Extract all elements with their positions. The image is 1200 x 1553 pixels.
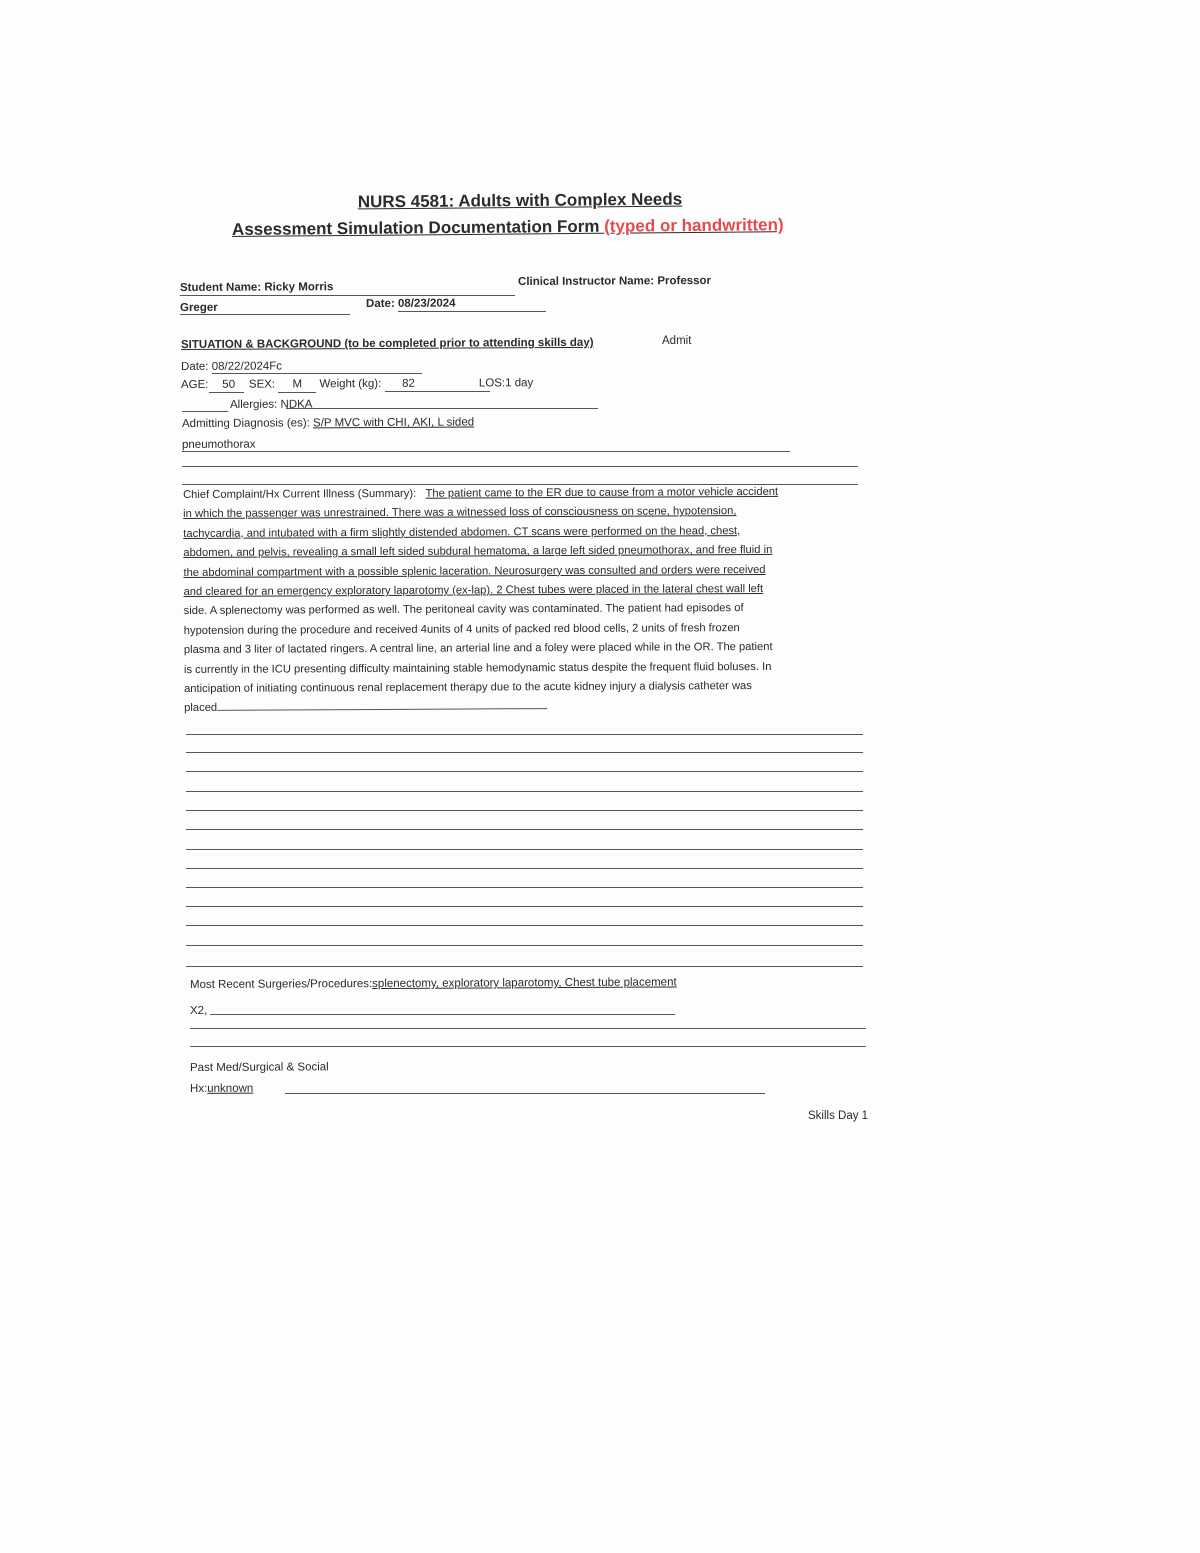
surgeries-label: Most Recent Surgeries/Procedures: [189,978,373,991]
form-title-text: Assessment Simulation Documentation Form [231,216,600,239]
sex-line [278,392,316,393]
admitting-dx-value-cont: pneumothorax [181,438,256,451]
admit-label: Admit [662,335,692,347]
placed-line [217,699,547,712]
surgeries-line-1 [210,1014,675,1015]
blank-line [186,752,863,753]
allergies-field [230,398,313,412]
admitting-dx-value: S/P MVC with CHI, AKI, L sided [312,416,475,430]
blank-line [186,849,863,850]
situation-heading: SITUATION & BACKGROUND (to be completed prior to attending skills day) [180,336,594,351]
sex-value: M [292,378,303,391]
form-date-value: 08/23/2024 [397,297,456,310]
admitting-dx-label: Admitting Diagnosis (es): [181,417,310,430]
blank-line [186,810,863,811]
allergies-value: NDKA [280,398,313,411]
chief-complaint-line-3: abdomen, and pelvis, revealing a small left sided subdural hematoma, a large left sided pneumothorax, and free fluid in [183,544,773,560]
surgeries-line-2 [190,1028,866,1029]
form-date-field [366,297,456,311]
chief-complaint-label: Chief Complaint/Hx Current Illness (Summary): [183,487,417,501]
blank-line [186,945,863,946]
los-value: 1 day [505,377,534,390]
past-history-line [285,1093,765,1094]
chief-complaint-line-10: anticipation of initiating continuous renal replacement therapy due to the acute kidney injury a dialysis catheter was [184,680,752,696]
allergies-label: Allergies: [229,398,278,411]
past-history-label-2: Hx: [189,1082,208,1095]
surgeries-field [190,975,677,992]
admitting-dx-line-1 [182,451,790,452]
vitals-row [181,376,533,392]
past-history-label: Past Med/Surgical & Social [189,1061,329,1074]
chief-complaint-line-2: tachycardia, and intubated with a firm slightly distended abdomen. CT scans were performed on the head, chest, [183,524,741,540]
instructor-label: Clinical Instructor Name: [517,275,655,288]
instructor-field [518,274,711,289]
los-label: LOS: [478,377,506,390]
chief-complaint-line-9: is currently in the ICU presenting difficulty maintaining stable hemodynamic status despite the frequent fluid boluses. In [183,660,772,676]
surgeries-line-3 [190,1046,866,1047]
admit-date-label: Date: [180,360,209,373]
admitting-dx-field [182,415,474,431]
instructor-value: Professor [657,274,712,288]
student-name-field [180,280,333,295]
blank-line [186,966,863,967]
chief-complaint-line-6: side. A splenectomy was performed as well. The peritoneal cavity was contaminated. The patient had episodes of [183,602,744,618]
chief-complaint-line-0 [183,482,863,505]
course-title: NURS 4581: Adults with Complex Needs [357,189,683,212]
form-title-note: (typed or handwritten) [604,215,784,236]
age-line [209,392,244,393]
chief-complaint-text-line: The patient came to the ER due to cause from a motor vehicle accident [425,485,779,500]
blank-line [186,771,863,772]
admit-date-value: 08/22/2024Fc [211,360,283,373]
chief-complaint-last-word: placed [184,702,218,715]
student-name-line [180,295,515,296]
blank-line [186,868,863,869]
allergies-line [286,408,598,409]
chief-complaint-line-7: hypotension during the procedure and received 4units of 4 units of packed red blood cells, 2 units of fresh frozen [183,621,740,637]
form-date-line [398,311,546,312]
allergies-pre-line [182,411,228,412]
past-history-value: unknown [207,1082,254,1095]
chief-complaint-line-5: and cleared for an emergency exploratory laparotomy (ex-lap). 2 Chest tubes were placed in the lateral chest wall left [183,582,764,599]
past-history-field [190,1082,253,1096]
chief-complaint-line-8: plasma and 3 liter of lactated ringers. A central line, an arterial line and a foley were placed while in the OR. The patient [183,641,773,657]
chief-complaint-text [183,482,864,718]
blank-line [186,791,863,792]
chief-complaint-line-1: in which the passenger was unrestrained. There was a witnessed loss of consciousness on scene, hypotension, [183,505,737,521]
form-date-label: Date: [365,297,395,310]
blank-line [186,887,863,888]
instructor-line [180,314,350,315]
blank-line [186,829,863,830]
chief-complaint-line-11 [184,696,864,719]
student-name-label: Student Name: [179,281,262,294]
admitting-dx-line-2 [182,466,858,467]
surgeries-value: splenectomy, exploratory laparotomy, Chest tube placement [372,976,677,991]
weight-label: Weight (kg): [319,377,382,391]
admit-date-line [212,373,422,374]
sex-label: SEX: [248,378,276,391]
admit-date-field [181,359,282,374]
instructor-value-cont: Greger [179,301,218,314]
page-footer: Skills Day 1 [808,1110,869,1122]
blank-line [186,925,863,926]
chief-complaint-line-4: the abdominal compartment with a possible splenic laceration. Neurosurgery was consulted and orders were received [183,563,766,579]
blank-line [186,734,863,735]
student-name-value: Ricky Morris [264,281,334,294]
weight-line [385,391,490,392]
blank-line [186,906,863,907]
age-label: AGE: [180,378,209,391]
weight-value: 82 [402,377,415,390]
surgeries-value-cont: X2, [189,1004,208,1017]
form-title [232,215,784,240]
age-value: 50 [222,378,236,391]
